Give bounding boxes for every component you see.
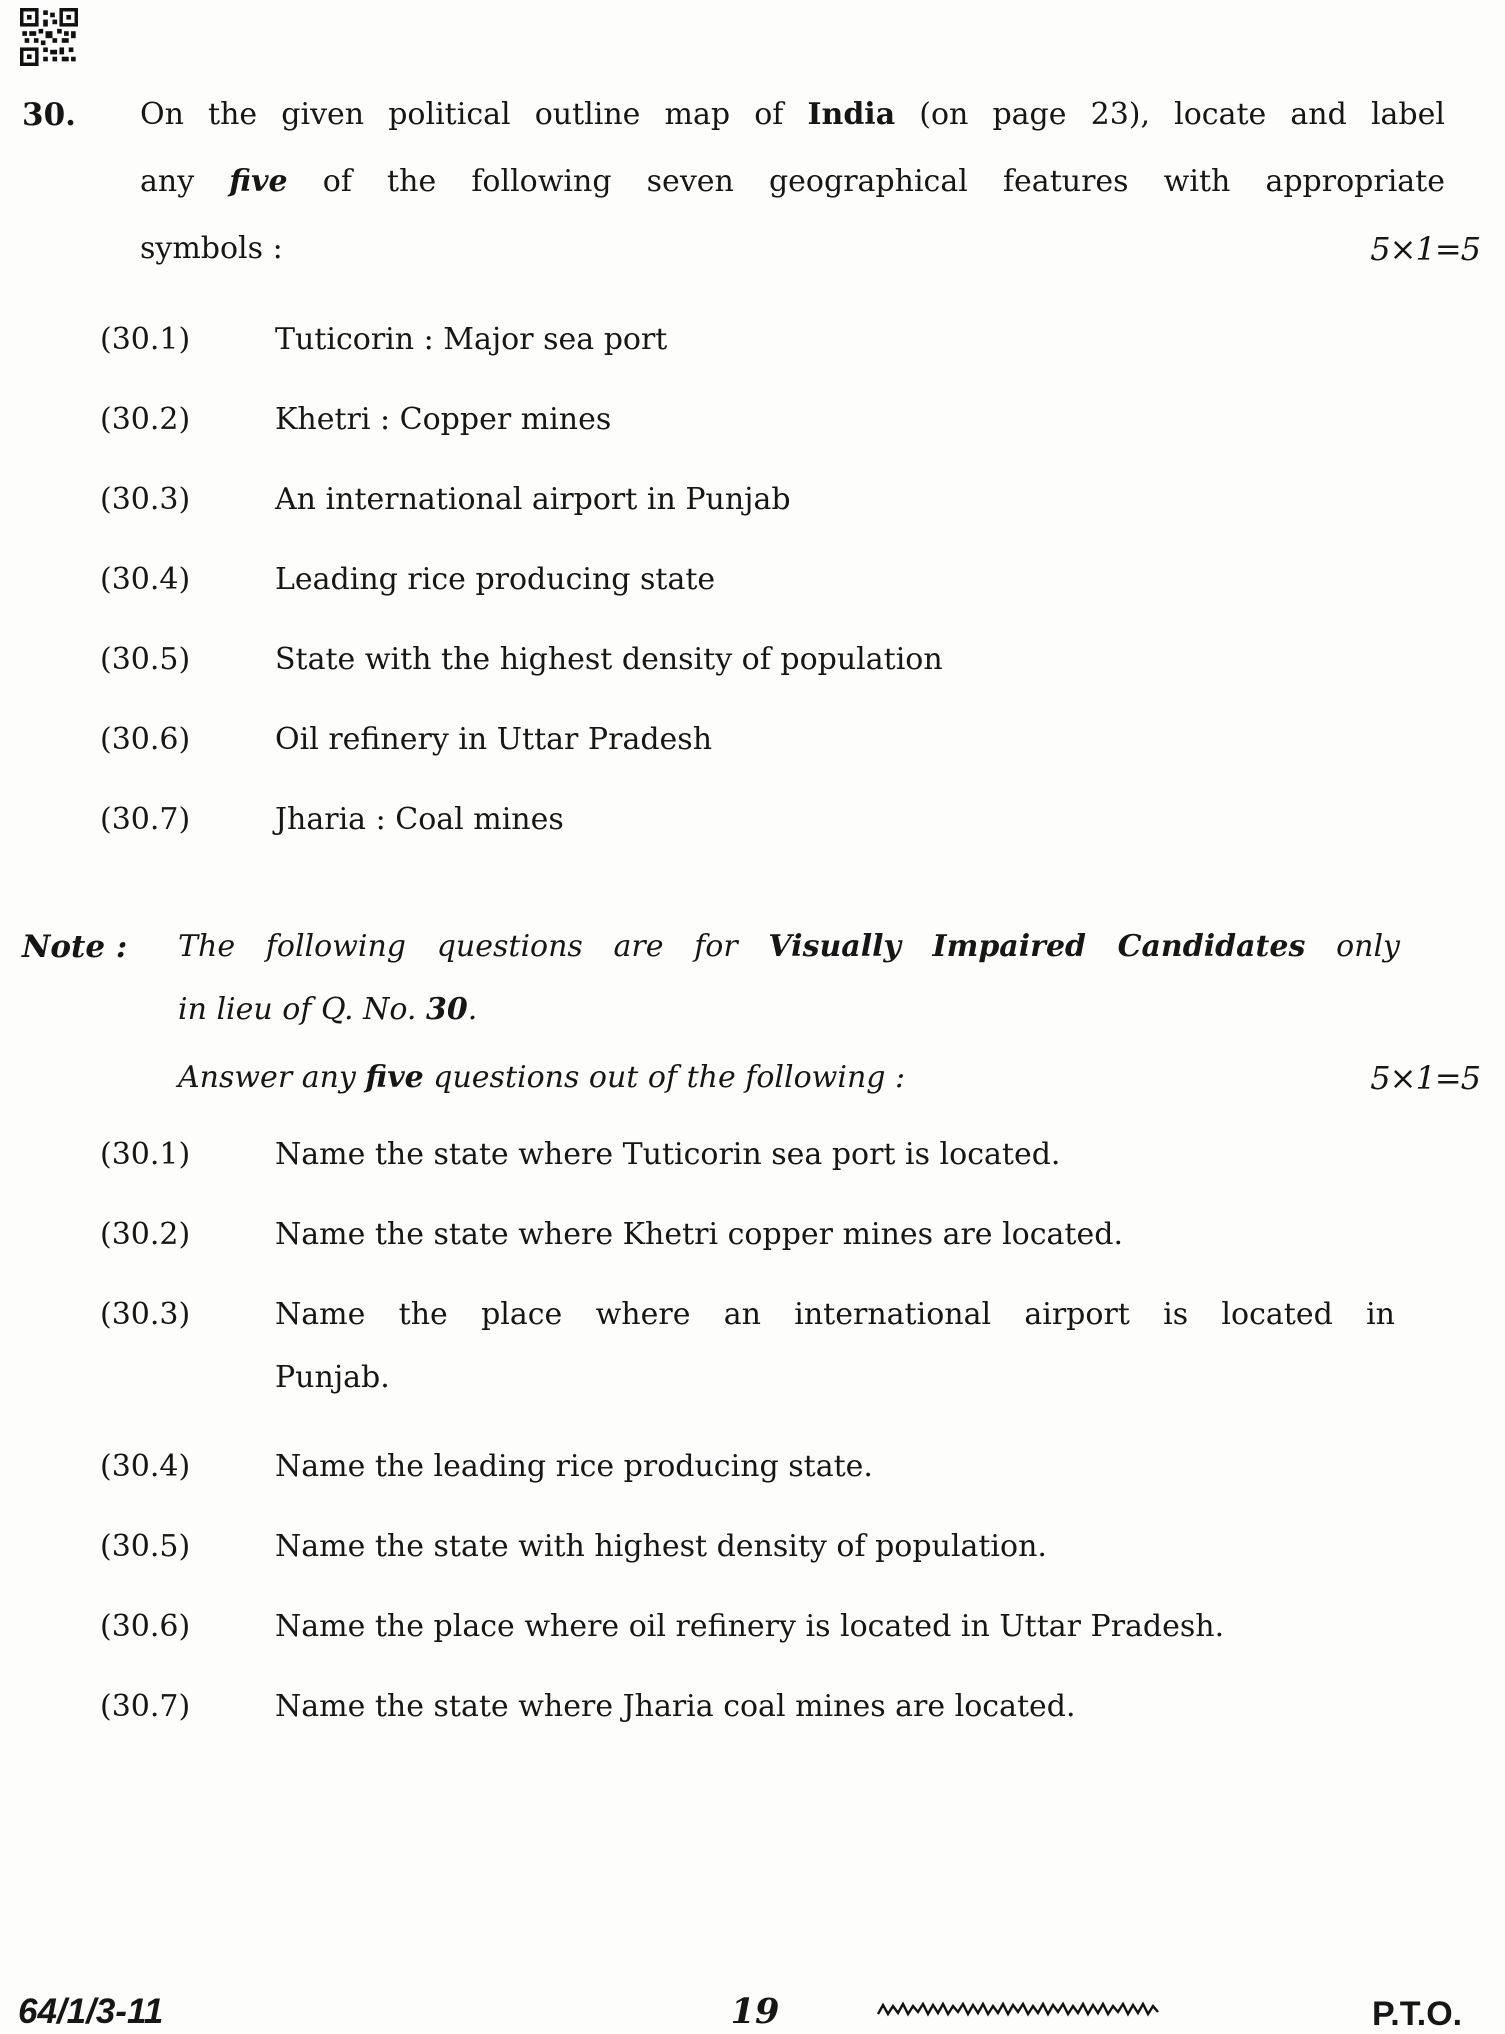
item-number: (30.2) (100, 402, 191, 437)
item-number: (30.6) (100, 722, 191, 757)
pto-label: P.T.O. (1372, 1995, 1463, 2033)
item-text: Leading rice producing state (275, 562, 716, 597)
question-line-2-bold: five (229, 164, 288, 199)
item-number: (30.1) (100, 1137, 191, 1172)
note-text (178, 925, 1400, 1100)
item-text: An international airport in Punjab (275, 482, 791, 517)
paper-code: 64/1/3-11 (18, 1992, 164, 2031)
note-line-1-pre: The following questions are for (178, 929, 769, 964)
item-text: Name the state with highest density of population. (275, 1529, 1047, 1564)
question-line-2-pre: any (140, 164, 230, 199)
item-number: (30.7) (100, 802, 191, 837)
squiggle-line-icon (877, 2000, 1159, 2020)
list-item (100, 1133, 1400, 1177)
question-line-1-pre: On the given political outline map of (140, 97, 808, 132)
item-text: State with the highest density of population (275, 642, 943, 677)
item-number: (30.1) (100, 322, 191, 357)
page-number: 19 (730, 1991, 780, 2032)
item-text (275, 1293, 1395, 1400)
item-text-line-1: Name the place where an international airport is located in (275, 1297, 1395, 1332)
note-line-1-bold: Visually Impaired Candidates (768, 929, 1306, 964)
item-text: Name the state where Tuticorin sea port is located. (275, 1137, 1061, 1172)
note-line-2-post: . (467, 992, 478, 1027)
vi-questions-list (100, 1133, 1400, 1765)
note-line-3 (178, 1056, 1400, 1100)
question-line-1-bold: India (807, 97, 896, 132)
question-number: 30. (22, 97, 76, 133)
note-label: Note : (22, 929, 128, 965)
note-line-3-pre: Answer any (178, 1060, 366, 1095)
item-text: Name the state where Khetri copper mines are located. (275, 1217, 1123, 1252)
list-item (100, 1213, 1400, 1257)
list-item (100, 558, 1400, 602)
question-line-1 (140, 93, 1445, 160)
note-line-2 (178, 988, 1400, 1032)
item-number: (30.4) (100, 562, 191, 597)
list-item (100, 638, 1400, 682)
item-text: Jharia : Coal mines (275, 802, 564, 837)
question-line-3: symbols : (140, 231, 283, 266)
question-line-1-post: (on page 23), locate and label (895, 97, 1445, 132)
item-number: (30.7) (100, 1689, 191, 1724)
list-item (100, 1293, 1400, 1400)
list-item (100, 398, 1400, 442)
note-line-1 (178, 925, 1400, 969)
question-30-text (140, 93, 1445, 294)
list-item (100, 1445, 1400, 1489)
question-line-2 (140, 160, 1445, 227)
item-text: Name the leading rice producing state. (275, 1449, 873, 1484)
list-item (100, 1525, 1400, 1569)
note-line-3-bold: five (365, 1060, 424, 1095)
list-item (100, 798, 1400, 842)
list-item (100, 1605, 1400, 1649)
note-line-2-bold: 30 (425, 992, 468, 1027)
item-number: (30.2) (100, 1217, 191, 1252)
map-features-list (100, 318, 1400, 878)
item-number: (30.5) (100, 1529, 191, 1564)
note-line-2-pre: in lieu of Q. No. (178, 992, 426, 1027)
list-item (100, 718, 1400, 762)
item-number: (30.3) (100, 482, 191, 517)
item-text: Name the state where Jharia coal mines are located. (275, 1689, 1076, 1724)
item-text: Khetri : Copper mines (275, 402, 612, 437)
question-line-2-post: of the following seven geographical features with appropriate (287, 164, 1445, 199)
item-text: Tuticorin : Major sea port (275, 322, 668, 357)
list-item (100, 318, 1400, 362)
item-number: (30.3) (100, 1297, 191, 1332)
item-number: (30.5) (100, 642, 191, 677)
marks-scheme: 5×1=5 (1370, 1059, 1480, 1097)
marks-scheme: 5×1=5 (1370, 230, 1480, 268)
qr-code-icon (20, 8, 78, 66)
item-text: Name the place where oil refinery is located in Uttar Pradesh. (275, 1609, 1225, 1644)
item-text-line-2: Punjab. (275, 1360, 390, 1395)
list-item (100, 478, 1400, 522)
list-item (100, 1685, 1400, 1729)
item-number: (30.6) (100, 1609, 191, 1644)
item-text: Oil refinery in Uttar Pradesh (275, 722, 713, 757)
note-line-3-post: questions out of the following : (423, 1060, 906, 1095)
note-line-1-post: only (1305, 929, 1401, 964)
item-number: (30.4) (100, 1449, 191, 1484)
